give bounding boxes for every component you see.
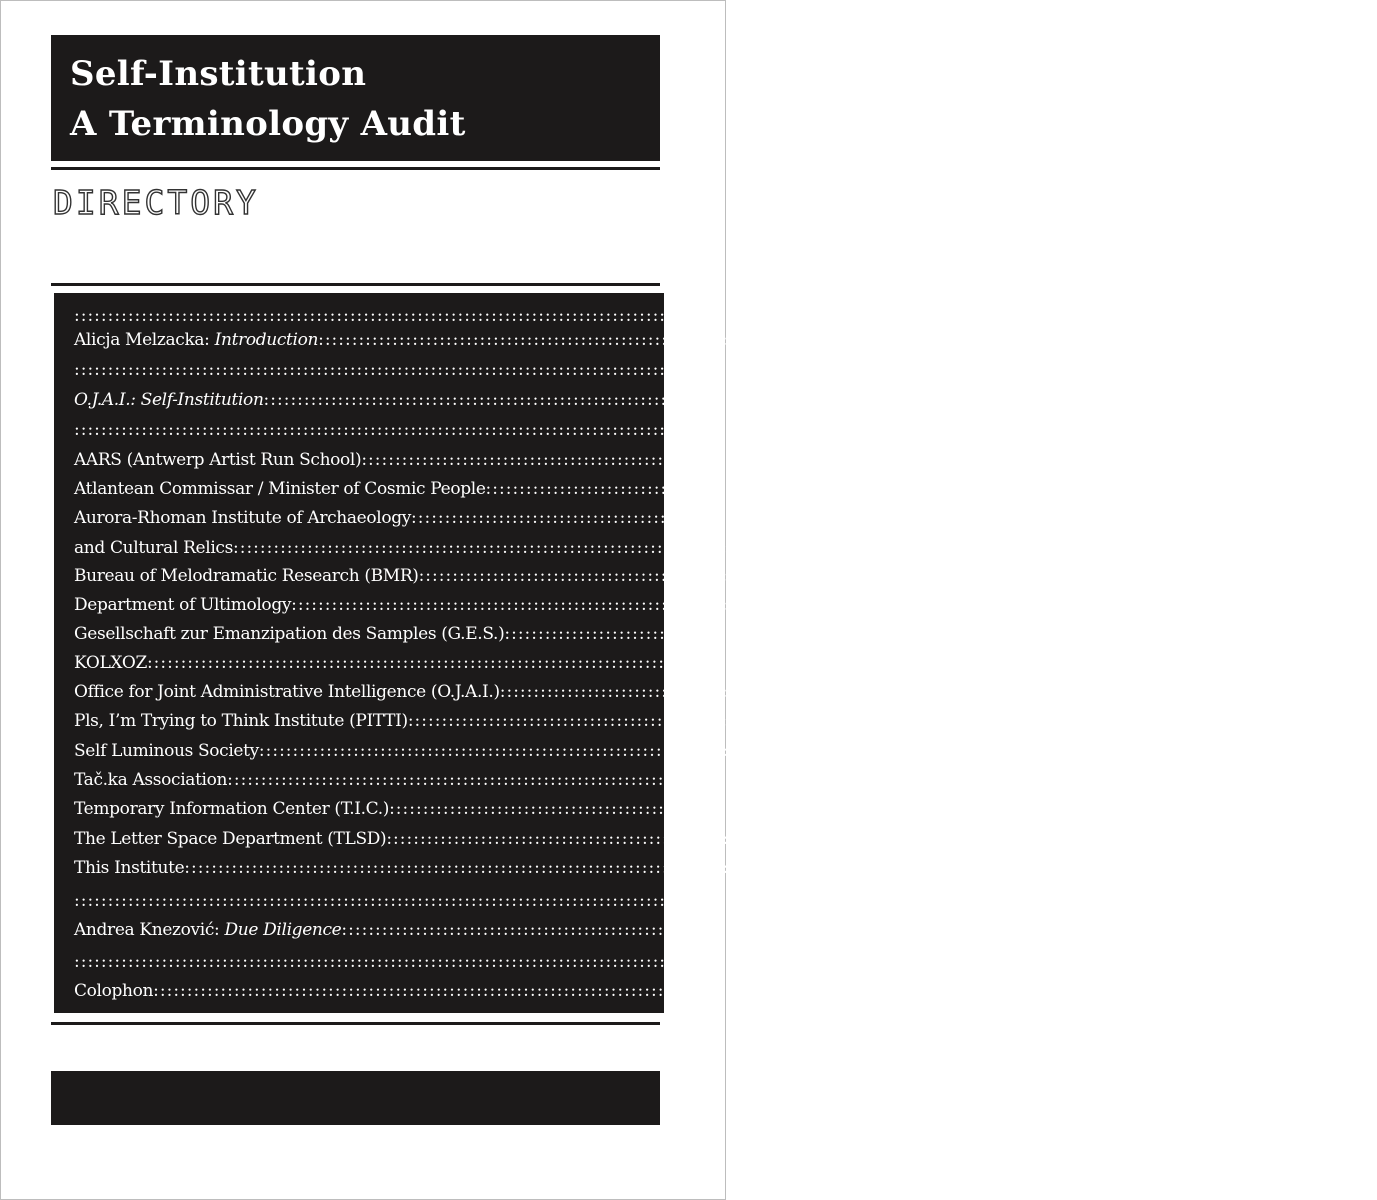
- toc-separator: [74, 355, 656, 385]
- toc-entry-title-text: Temporary Information Center (T.I.C.): [74, 799, 390, 819]
- toc-entry-title-text: KOLXOZ: [74, 653, 147, 673]
- toc-entry-title: [74, 706, 408, 736]
- toc-entry-title-text: Gesellschaft zur Emanzipation des Samples (G.E.S.): [74, 624, 505, 644]
- toc-entry: [74, 445, 1233, 475]
- toc-entry: [74, 794, 1260, 824]
- toc-page-number: 92: [1236, 829, 1258, 849]
- toc-entry-title-text: AARS (Antwerp Artist Run School): [74, 450, 362, 470]
- toc-entry-title: [74, 794, 389, 824]
- toc-separator: [74, 415, 656, 445]
- dot-leader: [153, 976, 974, 1006]
- divider-rule: [51, 283, 660, 286]
- toc-page-number: 55: [996, 653, 1018, 673]
- toc-page-number: 82: [1076, 770, 1098, 790]
- toc-entry-title: [74, 824, 386, 854]
- toc-entry-title: [74, 648, 147, 678]
- dot-leader: [264, 385, 1085, 415]
- dot-leader: [233, 533, 1054, 563]
- toc-page-number: 61: [1349, 682, 1371, 702]
- toc-entry-title: [74, 533, 233, 563]
- toc-entry: [74, 325, 1189, 355]
- toc-page-number: 42: [1140, 595, 1162, 615]
- toc-entry: [74, 648, 1018, 678]
- toc-entry: [74, 736, 1130, 766]
- toc-entry-title: [74, 619, 504, 649]
- toc-entry: [74, 385, 1135, 415]
- toc-entry-title-text: Colophon: [74, 981, 154, 1001]
- toc-entry: [74, 533, 656, 563]
- toc-entry-title: [74, 915, 341, 945]
- toc-entry-title-text: Office for Joint Administrative Intelligence (O.J.A.I.): [74, 682, 500, 702]
- toc-entry-title-text: Aurora-Rhoman Institute of Archaeology: [74, 508, 412, 528]
- toc-entry: [74, 619, 1376, 649]
- toc-entry: [74, 503, 1282, 533]
- toc-page-number: 86: [1238, 799, 1260, 819]
- toc-entry-title-text: Due Diligence: [224, 920, 342, 940]
- dot-leader: [227, 765, 1048, 795]
- toc-entry-title: [74, 561, 419, 591]
- toc-entry-title: [74, 590, 291, 620]
- dot-leader: [74, 415, 895, 445]
- toc-entry-title-text: The Letter Space Department (TLSD): [74, 829, 387, 849]
- toc-entry-title-text: This Institute: [74, 858, 185, 878]
- title-line-2: A Terminology Audit: [70, 104, 466, 144]
- toc-entry-title: [74, 503, 411, 533]
- section-label: DIRECTORY: [53, 183, 259, 222]
- dot-leader: [74, 355, 895, 385]
- dot-leader: [386, 824, 1207, 854]
- dot-leader: [291, 590, 1112, 620]
- dot-leader: [74, 947, 895, 977]
- dot-leader: [389, 794, 1210, 824]
- toc-entry-title: [74, 853, 184, 883]
- toc-entry-title-text: Introduction: [214, 330, 319, 350]
- divider-rule: [51, 167, 660, 170]
- dot-leader: [408, 706, 1229, 736]
- dot-leader: [504, 619, 1325, 649]
- toc-entry-author: Andrea Knezović:: [74, 920, 225, 940]
- toc-page-number: 3: [1178, 330, 1189, 350]
- toc-entry: [74, 976, 1024, 1006]
- toc-entry-title: [74, 736, 259, 766]
- toc-entry-title-text: Tač.ka Association: [74, 770, 228, 790]
- toc-page-number: 32: [1260, 508, 1282, 528]
- toc-entry: [74, 765, 1098, 795]
- toc-entry-title-text: and Cultural Relics: [74, 538, 233, 558]
- toc-entry: [74, 474, 1357, 504]
- dot-leader: [411, 503, 1232, 533]
- toc-page-number: 97: [1034, 858, 1056, 878]
- toc-entry: [74, 677, 1371, 707]
- toc-entry: [74, 915, 1213, 945]
- toc-entry-title: [74, 765, 227, 795]
- title-line-1: Self-Institution: [70, 54, 367, 94]
- dot-leader: [318, 325, 1139, 355]
- title-block: [51, 35, 660, 161]
- toc-page-number: 120: [992, 981, 1024, 1001]
- dot-leader: [341, 915, 1162, 945]
- toc-entry-title-text: O.J.A.I.: Self-Institution: [74, 390, 264, 410]
- toc-entry-title: [74, 385, 264, 415]
- dot-leader: [361, 445, 1182, 475]
- dot-leader: [419, 561, 1240, 591]
- toc-entry-title-text: Department of Ultimology: [74, 595, 292, 615]
- toc-entry-title: [74, 677, 500, 707]
- toc-entry-title: [74, 325, 318, 355]
- toc-entry: [74, 561, 1290, 591]
- dot-leader: [486, 474, 1307, 504]
- footer-bar: [51, 1071, 660, 1125]
- toc-separator: [74, 886, 656, 916]
- toc-entry-title-text: Atlantean Commissar / Minister of Cosmic People: [74, 479, 486, 499]
- toc-page-number: 103: [1180, 920, 1213, 940]
- toc-page-number: 36: [1268, 566, 1290, 586]
- toc-separator: [74, 947, 656, 977]
- toc-entry-title: [74, 445, 361, 475]
- toc-entry: [74, 853, 1056, 883]
- toc-page-number: 6: [1123, 390, 1135, 410]
- toc-page-number: 67: [1257, 711, 1279, 731]
- toc-entry: [74, 706, 1279, 736]
- toc-entry-title-text: Self Luminous Society: [74, 741, 259, 761]
- dot-leader: [74, 886, 895, 916]
- dot-leader: [259, 736, 1080, 766]
- dot-leader: [500, 677, 1321, 707]
- toc-entry-title-text: Pls, I’m Trying to Think Institute (PITTI): [74, 711, 408, 731]
- toc-page-number: 48: [1354, 624, 1376, 644]
- toc-entry-author: Alicja Melzacka:: [74, 330, 215, 350]
- dot-leader: [184, 853, 1005, 883]
- dot-leader: [147, 648, 968, 678]
- toc-page-number: 24: [1335, 479, 1357, 499]
- toc-entry: [74, 824, 1258, 854]
- toc-page-number: 21: [1211, 450, 1233, 470]
- toc-page-number: 73: [1108, 741, 1130, 761]
- toc-entry-title: [74, 474, 486, 504]
- toc-entry: [74, 590, 1162, 620]
- toc-entry-title-text: Bureau of Melodramatic Research (BMR): [74, 566, 419, 586]
- divider-rule: [51, 1022, 660, 1025]
- table-of-contents: [54, 293, 1376, 1013]
- toc-entry-title: [74, 976, 153, 1006]
